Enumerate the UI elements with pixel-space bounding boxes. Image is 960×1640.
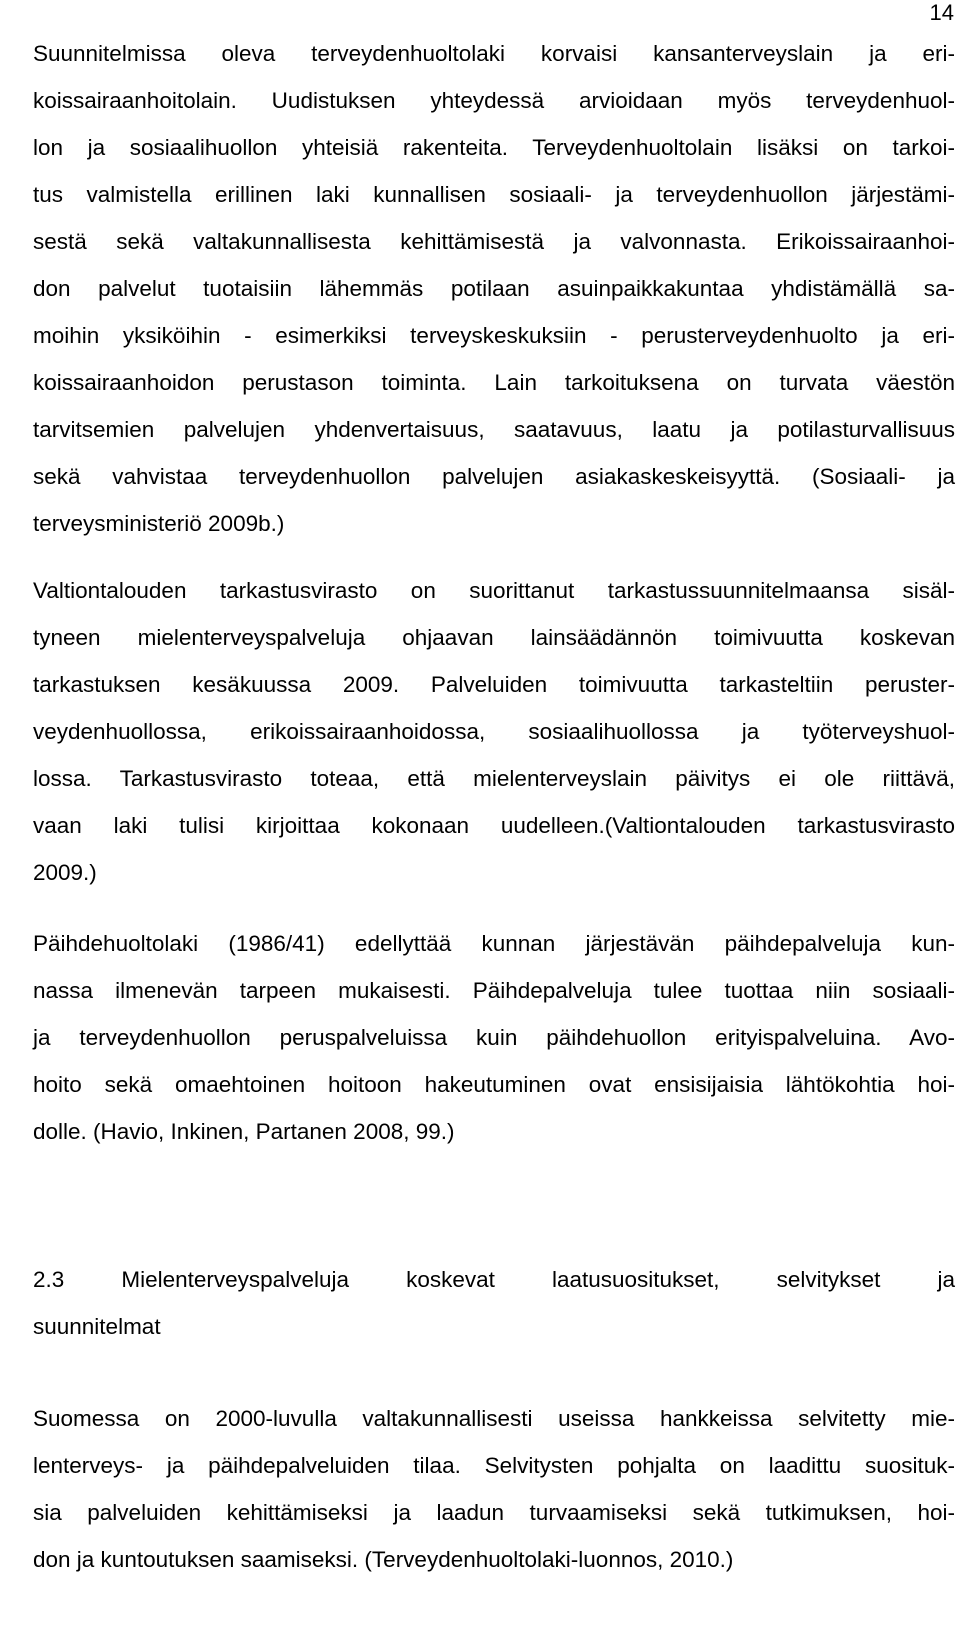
paragraph-line: dolle. (Havio, Inkinen, Partanen 2008, 99.) [33,1119,455,1144]
paragraph-line: don ja kuntoutuksen saamiseksi. (Terveydenhuoltolaki-luonnos, 2010.) [33,1547,734,1572]
paragraph-line: sestä sekä valtakunnallisesta kehittämisestä ja valvonnasta. Erikoissairaanhoi- [33,229,955,254]
paragraph-line: don palvelut tuotaisiin lähemmäs potilaan asuinpaikkakuntaa yhdistämällä sa- [33,276,955,301]
paragraph-line: lon ja sosiaalihuollon yhteisiä rakenteita. Terveydenhuoltolain lisäksi on tarkoi- [33,135,955,160]
paragraph-line: terveysministeriö 2009b.) [33,511,285,536]
paragraph-line: lossa. Tarkastusvirasto toteaa, että mielenterveyslain päivitys ei ole riittävä, [33,766,955,791]
heading-line: 2.3 Mielenterveyspalveluja koskevat laatusuositukset, selvitykset ja [33,1267,955,1292]
paragraph-line: ja terveydenhuollon peruspalveluissa kuin päihdehuollon erityispalveluina. Avo- [33,1025,955,1050]
page-number: 14 [929,0,954,25]
paragraph-line: moihin yksiköihin - esimerkiksi terveyskeskuksiin - perusterveydenhuolto ja eri- [33,323,955,348]
paragraph-line: Suunnitelmissa oleva terveydenhuoltolaki korvaisi kansanterveyslain ja eri- [33,41,955,66]
paragraph-line: koissairaanhoidon perustason toiminta. Lain tarkoituksena on turvata väestön [33,370,955,395]
paragraph-line: Suomessa on 2000-luvulla valtakunnallisesti useissa hankkeissa selvitetty mie- [33,1406,955,1431]
paragraph-line: sia palveluiden kehittämiseksi ja laadun turvaamiseksi sekä tutkimuksen, hoi- [33,1500,955,1525]
paragraph-line: lenterveys- ja päihdepalveluiden tilaa. Selvitysten pohjalta on laadittu suosituk- [33,1453,955,1478]
paragraph-line: koissairaanhoitolain. Uudistuksen yhteydessä arvioidaan myös terveydenhuol- [33,88,955,113]
paragraph-line: tus valmistella erillinen laki kunnallisen sosiaali- ja terveydenhuollon järjestämi- [33,182,955,207]
paragraph-line: nassa ilmenevän tarpeen mukaisesti. Päihdepalveluja tulee tuottaa niin sosiaali- [33,978,955,1003]
paragraph-line: hoito sekä omaehtoinen hoitoon hakeutuminen ovat ensisijaisia lähtökohtia hoi- [33,1072,955,1097]
paragraph-line: tyneen mielenterveyspalveluja ohjaavan lainsäädännön toimivuutta koskevan [33,625,955,650]
heading-line: suunnitelmat [33,1314,161,1339]
paragraph-line: Päihdehuoltolaki (1986/41) edellyttää kunnan järjestävän päihdepalveluja kun- [33,931,955,956]
paragraph-line: tarkastuksen kesäkuussa 2009. Palveluiden toimivuutta tarkasteltiin peruster- [33,672,955,697]
paragraph-line: 2009.) [33,860,97,885]
paragraph-line: veydenhuollossa, erikoissairaanhoidossa, sosiaalihuollossa ja työterveyshuol- [33,719,955,744]
paragraph-line: vaan laki tulisi kirjoittaa kokonaan uudelleen.(Valtiontalouden tarkastusvirasto [33,813,955,838]
paragraph-line: tarvitsemien palvelujen yhdenvertaisuus, saatavuus, laatu ja potilasturvallisuus [33,417,955,442]
paragraph-line: sekä vahvistaa terveydenhuollon palvelujen asiakaskeskeisyyttä. (Sosiaali- ja [33,464,955,489]
paragraph-line: Valtiontalouden tarkastusvirasto on suorittanut tarkastussuunnitelmaansa sisäl- [33,578,955,603]
